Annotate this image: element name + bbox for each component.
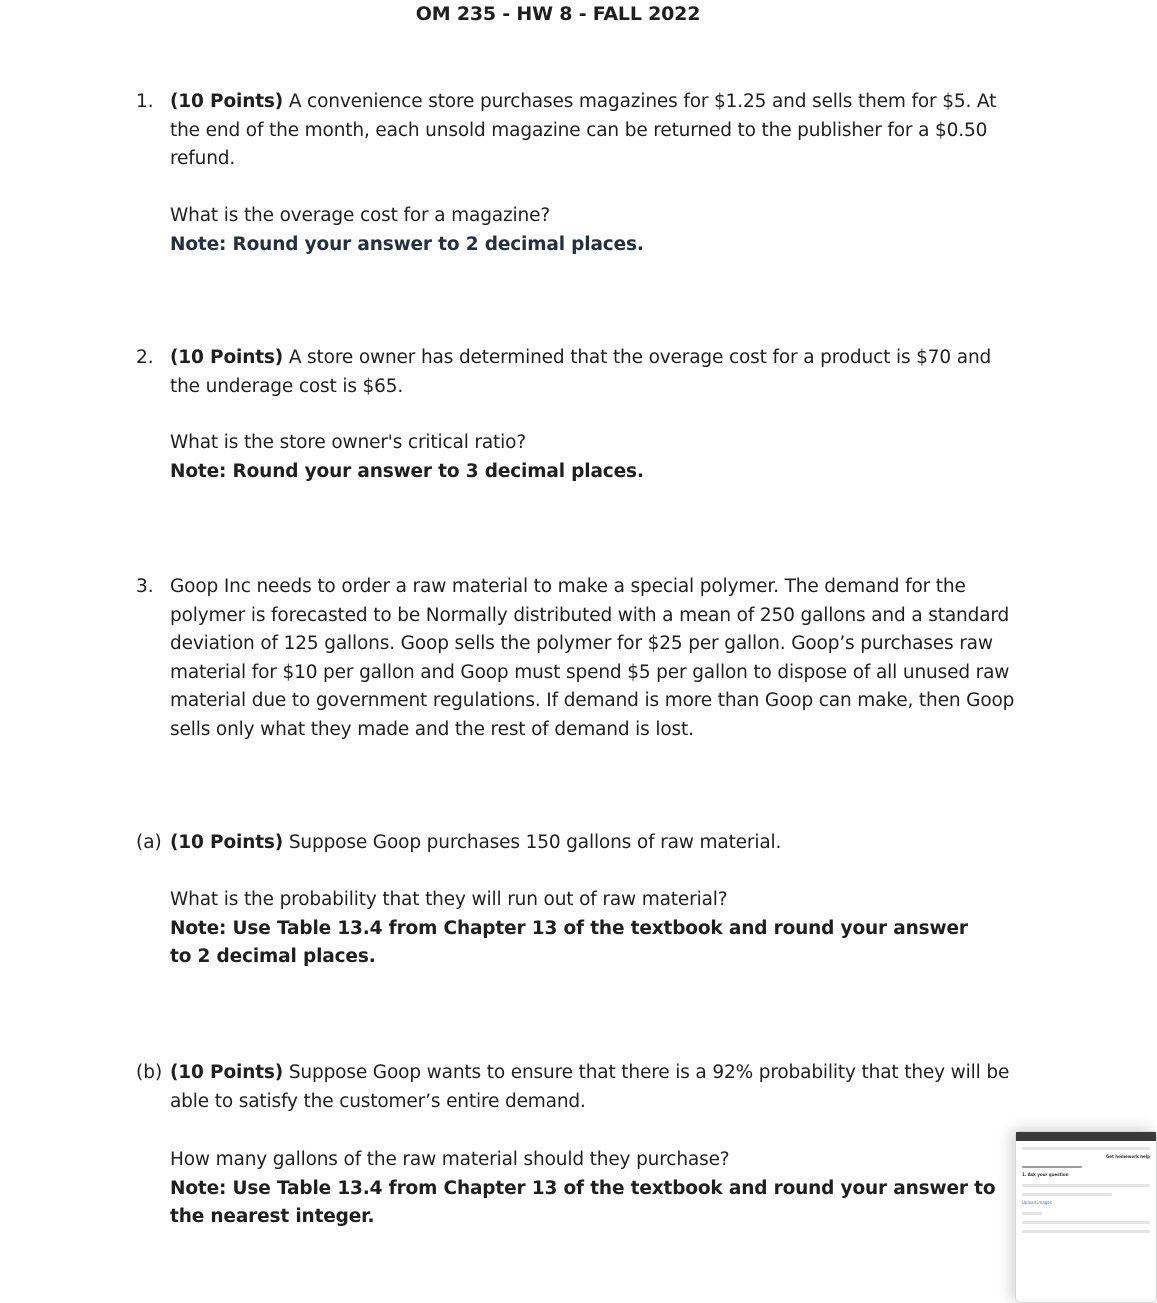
question-2-note: Note: Round your answer to 3 decimal places. — [170, 460, 644, 482]
thumbnail-toolbar — [1022, 1147, 1150, 1150]
part-b-question: How many gallons of the raw material should they purchase? — [170, 1149, 730, 1170]
question-1-text — [170, 88, 1020, 174]
thumbnail-menubar — [1016, 1132, 1156, 1141]
part-a-ask — [170, 886, 985, 972]
part-a-statement: Suppose Goop purchases 150 gallons of raw material. — [283, 832, 782, 853]
part-a-question: What is the probability that they will run out of raw material? — [170, 889, 728, 910]
thumbnail-prompt: 1. Ask your question — [1022, 1172, 1069, 1177]
question-1-note: Note: Round your answer to 2 decimal places. — [170, 233, 644, 255]
part-a-note: Note: Use Table 13.4 from Chapter 13 of the textbook and round your answer to 2 decimal places. — [170, 917, 968, 968]
part-b-text — [170, 1059, 1010, 1116]
part-b-points: (10 Points) — [170, 1062, 284, 1083]
thumbnail-input-line — [1022, 1184, 1150, 1187]
question-3-text: Goop Inc needs to order a raw material to make a special polymer. The demand for the polymer is forecasted to be Normally distributed with a mean of 250 gallons and a standard deviation of 125 gallons. Goop sells the polymer for $25 per gallon. Goop’s purchases raw material for $10 per gallon and Goop must spend $5 per gallon to dispose of all unused raw material due to government regulations. If demand is more than Goop can make, then Goop sells only what they made and the rest of demand is lost. — [170, 576, 1015, 740]
part-a-text — [170, 829, 1020, 858]
question-2-points: (10 Points) — [170, 347, 284, 368]
thumbnail-divider — [1022, 1166, 1082, 1168]
part-a-label: (a) — [136, 832, 162, 853]
part-b-statement: Suppose Goop wants to ensure that there is a 92% probability that they will be able to satisfy the customer’s entire demand. — [170, 1062, 1010, 1112]
question-2 — [170, 344, 1020, 401]
thumbnail-heading: Get homework help — [1105, 1154, 1150, 1159]
part-a — [170, 829, 1020, 858]
question-1-points: (10 Points) — [170, 91, 284, 112]
question-2-statement: A store owner has determined that the overage cost for a product is $70 and the underage cost is $65. — [170, 347, 992, 397]
thumbnail-footer-line — [1022, 1221, 1150, 1224]
part-b-note: Note: Use Table 13.4 from Chapter 13 of the textbook and round your answer to the nearest integer. — [170, 1177, 996, 1228]
screenshot-thumbnail[interactable] — [1015, 1131, 1157, 1303]
question-1-question: What is the overage cost for a magazine? — [170, 205, 550, 226]
question-3-number: 3. — [136, 576, 154, 597]
part-b — [170, 1059, 1010, 1116]
thumbnail-upload: Upload images — [1022, 1200, 1052, 1205]
question-1-ask — [170, 202, 1020, 259]
part-a-points: (10 Points) — [170, 832, 284, 853]
thumbnail-next — [1022, 1212, 1042, 1215]
page-title: OM 235 - HW 8 - FALL 2022 — [415, 3, 701, 25]
question-2-number: 2. — [136, 347, 154, 368]
question-1 — [170, 88, 1020, 174]
question-2-question: What is the store owner's critical ratio? — [170, 432, 526, 453]
question-1-number: 1. — [136, 91, 154, 112]
question-2-ask — [170, 429, 1020, 486]
question-3 — [170, 573, 1015, 745]
question-1-statement: A convenience store purchases magazines for $1.25 and sells them for $5. At the end of the month, each unsold magazine can be returned to the publisher for a $0.50 refund. — [170, 91, 997, 170]
question-2-text — [170, 344, 1020, 401]
thumbnail-footer-line-2 — [1022, 1230, 1150, 1233]
part-b-label: (b) — [136, 1062, 163, 1083]
part-b-ask — [170, 1146, 1000, 1232]
thumbnail-input-line-2 — [1022, 1193, 1112, 1196]
